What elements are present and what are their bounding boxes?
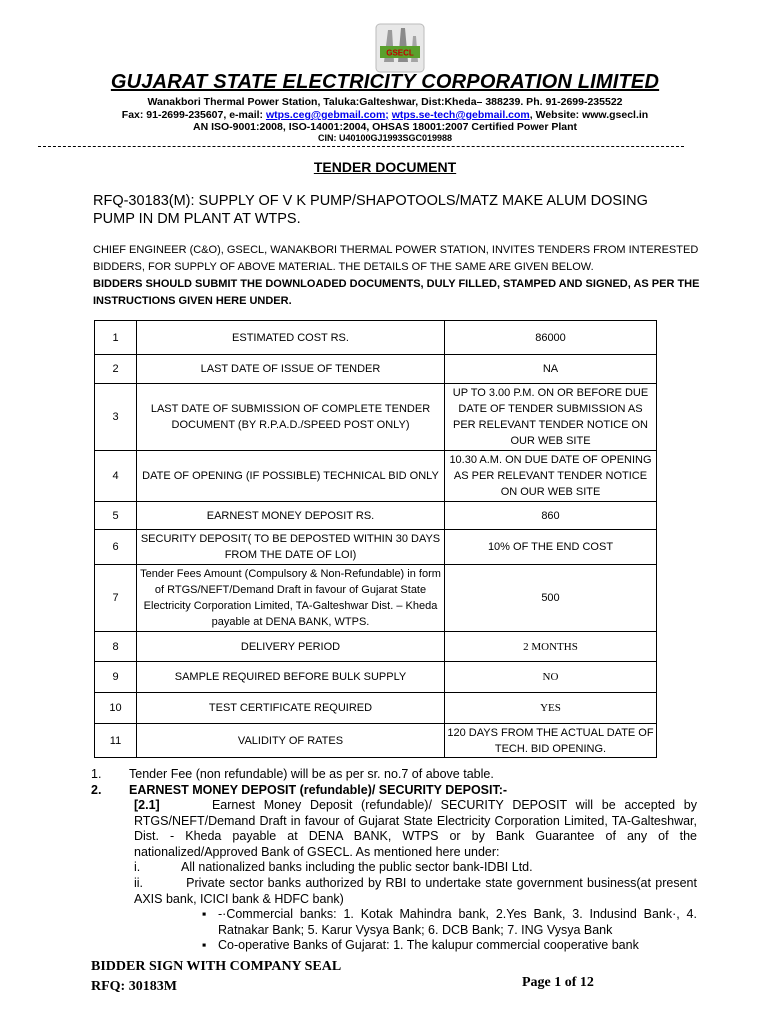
row-value: 86000 xyxy=(445,321,657,355)
footer-rfq-number: RFQ: 30183M xyxy=(91,979,177,994)
clause-2 xyxy=(91,783,701,799)
row-number: 11 xyxy=(95,724,137,758)
row-number: 1 xyxy=(95,321,137,355)
bullet-commercial-banks xyxy=(202,907,697,938)
bullet-commercial-banks-text: -·Commercial banks: 1. Kotak Mahindra bank, 2.Yes Bank, 3. Indusind Bank·, 4. Ratnakar Bank; 5. Karur Vysya Bank; 6. DCB Bank; 7. ING Vysya Bank xyxy=(218,907,697,937)
row-value: NA xyxy=(445,355,657,384)
email-link-setech[interactable]: wtps.se-tech@gebmail.com xyxy=(391,109,530,121)
bank-item-ii-number: ii. xyxy=(134,876,144,890)
row-label: SECURITY DEPOSIT( TO BE DEPOSTED WITHIN 30 DAYS FROM THE DATE OF LOI) xyxy=(137,530,445,565)
table-row xyxy=(95,724,657,758)
row-label: SAMPLE REQUIRED BEFORE BULK SUPPLY xyxy=(137,662,445,693)
table-row xyxy=(95,693,657,724)
clause-2-number: 2. xyxy=(91,783,102,797)
bank-item-i xyxy=(134,860,697,876)
row-value: 120 DAYS FROM THE ACTUAL DATE OF TECH. BID OPENING. xyxy=(445,724,657,758)
fax-prefix: Fax: 91-2699-235607, e-mail: xyxy=(121,109,266,121)
rfq-title: RFQ-30183(M): SUPPLY OF V K PUMP/SHAPOTOOLS/MATZ MAKE ALUM DOSING PUMP IN DM PLANT AT WTPS. xyxy=(93,193,648,227)
iso-line: AN ISO-9001:2008, ISO-14001:2004, OHSAS 18001:2007 Certified Power Plant xyxy=(192,121,578,133)
clause-2-heading: EARNEST MONEY DEPOSIT (refundable)/ SECURITY DEPOSIT:- xyxy=(129,783,508,797)
table-row xyxy=(95,384,657,451)
row-value: 860 xyxy=(445,502,657,530)
row-label: EARNEST MONEY DEPOSIT RS. xyxy=(137,502,445,530)
table-row xyxy=(95,502,657,530)
intro-paragraph xyxy=(93,242,703,310)
row-label: DELIVERY PERIOD xyxy=(137,632,445,662)
bank-item-ii-text: Private sector banks authorized by RBI to undertake state government business(at present AXIS bank, ICICI bank & HDFC bank) xyxy=(134,876,697,906)
row-number: 5 xyxy=(95,502,137,530)
clause-1 xyxy=(91,767,701,783)
company-name: GUJARAT STATE ELECTRICITY CORPORATION LIMITED xyxy=(110,71,660,93)
footer-left xyxy=(91,957,341,997)
row-label: DATE OF OPENING (IF POSSIBLE) TECHNICAL BID ONLY xyxy=(137,451,445,502)
intro-text: CHIEF ENGINEER (C&O), GSECL, WANAKBORI THERMAL POWER STATION, INVITES TENDERS FROM INTERESTED BIDDERS, FOR SUPPLY OF ABOVE MATERIAL. THE DETAILS OF THE SAME ARE GIVEN BELOW. xyxy=(93,244,699,273)
bullet-icon: ▪ xyxy=(202,907,207,921)
separator-line xyxy=(38,146,684,147)
bullet-cooperative-banks-text: Co-operative Banks of Gujarat: 1. The kalupur commercial cooperative bank xyxy=(218,938,639,952)
clause-2-1-number: [2.1] xyxy=(134,798,160,812)
bullet-cooperative-banks xyxy=(202,938,697,954)
row-label: VALIDITY OF RATES xyxy=(137,724,445,758)
tender-details-table xyxy=(94,320,657,758)
email-link-ceg[interactable]: wtps.ceg@gebmail.com; xyxy=(265,109,389,121)
logo-text: GSECL xyxy=(386,48,414,58)
row-label: Tender Fees Amount (Compulsory & Non-Refundable) in form of RTGS/NEFT/Demand Draft in favour of Gujarat State Electricity Corporation Limited, TA-Galteshwar Dist. – Kheda payable at DENA BANK, WTPS. xyxy=(137,565,445,632)
bank-item-i-text: All nationalized banks including the public sector bank-IDBI Ltd. xyxy=(181,860,533,874)
row-label: LAST DATE OF ISSUE OF TENDER xyxy=(137,355,445,384)
row-number: 3 xyxy=(95,384,137,451)
row-number: 6 xyxy=(95,530,137,565)
row-value: 2 MONTHS xyxy=(445,632,657,662)
intro-bold-instruction: BIDDERS SHOULD SUBMIT THE DOWNLOADED DOCUMENTS, DULY FILLED, STAMPED AND SIGNED, AS PER THE INSTRUCTIONS GIVEN HERE UNDER. xyxy=(93,278,700,307)
website-text: , Website: www.gsecl.in xyxy=(529,109,649,121)
row-value: 500 xyxy=(445,565,657,632)
row-number: 10 xyxy=(95,693,137,724)
document-title: TENDER DOCUMENT xyxy=(313,159,457,175)
row-value: 10% OF THE END COST xyxy=(445,530,657,565)
row-value: UP TO 3.00 P.M. ON OR BEFORE DUE DATE OF TENDER SUBMISSION AS PER RELEVANT TENDER NOTICE ON OUR WEB SITE xyxy=(445,384,657,451)
table-row xyxy=(95,355,657,384)
row-label: TEST CERTIFICATE REQUIRED xyxy=(137,693,445,724)
bullet-icon: ▪ xyxy=(202,938,207,952)
clause-2-1 xyxy=(134,798,697,860)
bidder-sign-label: BIDDER SIGN WITH COMPANY SEAL xyxy=(91,959,342,974)
row-value: YES xyxy=(445,693,657,724)
row-number: 8 xyxy=(95,632,137,662)
clause-2-1-text: Earnest Money Deposit (refundable)/ SECURITY DEPOSIT will be accepted by RTGS/NEFT/Demand Draft in favour of Gujarat State Electricity Corporation Limited, TA-Galteshwar, Dist. - Kheda payable at DENA BANK, WTPS or by Bank Guarantee of any of the nationalized/Approved Bank of GSECL. As mentioned here under: xyxy=(134,798,697,859)
row-value: 10.30 A.M. ON DUE DATE OF OPENING AS PER RELEVANT TENDER NOTICE ON OUR WEB SITE xyxy=(445,451,657,502)
row-label: ESTIMATED COST RS. xyxy=(137,321,445,355)
row-label: LAST DATE OF SUBMISSION OF COMPLETE TENDER DOCUMENT (BY R.P.A.D./SPEED POST ONLY) xyxy=(137,384,445,451)
cin-line: CIN: U40100GJ1993SGC019988 xyxy=(317,133,453,143)
address-line: Wanakbori Thermal Power Station, Taluka:Galteshwar, Dist:Kheda– 388239. Ph. 91-2699-235522 xyxy=(147,96,623,108)
row-value: NO xyxy=(445,662,657,693)
bank-item-i-number: i. xyxy=(134,860,141,874)
row-number: 9 xyxy=(95,662,137,693)
table-row xyxy=(95,530,657,565)
table-row xyxy=(95,321,657,355)
clause-1-number: 1. xyxy=(91,767,102,781)
table-row xyxy=(95,632,657,662)
row-number: 2 xyxy=(95,355,137,384)
row-number: 4 xyxy=(95,451,137,502)
row-number: 7 xyxy=(95,565,137,632)
bank-item-ii xyxy=(134,876,697,907)
page-number: Page 1 of 12 xyxy=(522,975,594,990)
table-row xyxy=(95,565,657,632)
gsecl-logo xyxy=(374,22,426,74)
table-row xyxy=(95,451,657,502)
table-row xyxy=(95,662,657,693)
clause-1-text: Tender Fee (non refundable) will be as per sr. no.7 of above table. xyxy=(129,767,494,781)
